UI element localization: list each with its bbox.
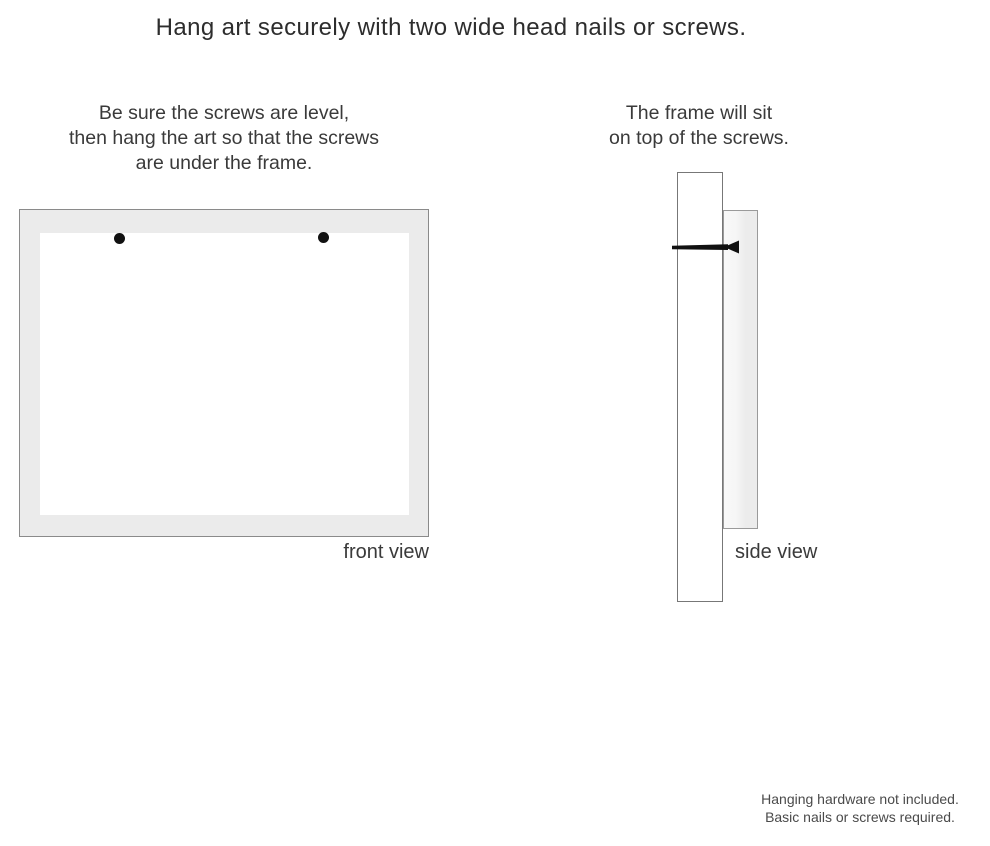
nail-icon	[668, 236, 744, 258]
footnote-line: Basic nails or screws required.	[765, 808, 955, 825]
instruction-line: The frame will sit	[625, 102, 773, 124]
instruction-line: then hang the art so that the screws	[68, 127, 380, 149]
instruction-line: Be sure the screws are level,	[98, 102, 350, 124]
instruction-line: are under the frame.	[135, 152, 313, 174]
front-view-instruction	[20, 101, 428, 176]
side-view-instruction	[560, 101, 838, 151]
screw-dot-left	[114, 233, 125, 244]
front-view-art-area	[40, 233, 409, 515]
screw-dot-right	[318, 232, 329, 243]
instruction-line: on top of the screws.	[609, 127, 789, 149]
front-view-frame	[19, 209, 429, 537]
nail-head	[724, 241, 739, 254]
footnote-line: Hanging hardware not included.	[761, 791, 959, 807]
hardware-footnote	[740, 791, 980, 826]
page-title: Hang art securely with two wide head nails or screws.	[155, 14, 747, 41]
nail-shaft	[672, 244, 728, 250]
front-view-label: front view	[343, 541, 429, 563]
side-view-label: side view	[735, 541, 818, 563]
